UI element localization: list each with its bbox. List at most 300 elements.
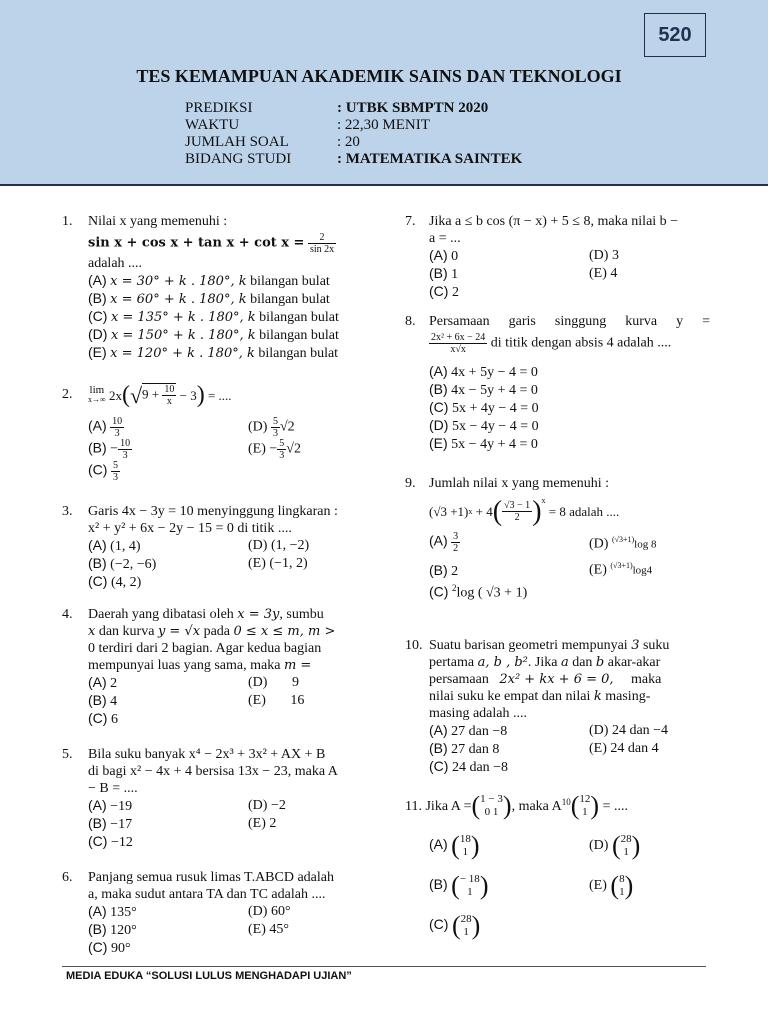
question-11 xyxy=(405,788,710,946)
option-label: (C) xyxy=(429,399,449,415)
option-row xyxy=(429,283,710,301)
option-text: 27 dan −8 xyxy=(451,724,508,739)
matrix-row: 28 xyxy=(620,833,632,845)
option-row xyxy=(88,573,382,591)
option-text: bilangan bulat xyxy=(246,292,330,307)
info-value: : 22,30 MENIT xyxy=(337,117,430,133)
matrix-row: 8 xyxy=(619,873,625,885)
option-label: (E) xyxy=(589,266,607,281)
question-10 xyxy=(405,637,710,776)
option-text: log4 xyxy=(632,565,653,577)
question-stem-end: adalah .... xyxy=(88,256,143,271)
option-row xyxy=(88,537,382,555)
option-row xyxy=(88,438,382,460)
option-label: (E) xyxy=(248,816,266,831)
option-text: 120° xyxy=(110,923,137,938)
option-text: 2 xyxy=(110,676,118,691)
option-text: 5x + 4y − 4 = 0 xyxy=(451,401,539,416)
info-row xyxy=(185,134,522,151)
math: 0 ≤ x ≤ m, m > xyxy=(233,624,336,639)
option-b xyxy=(88,290,382,308)
expr-part: 2x xyxy=(108,387,122,403)
option-label: (E) xyxy=(248,556,266,571)
option-row xyxy=(88,797,382,815)
question-line: di bagi x² − 4x + 4 bersisa 13x − 23, maka A xyxy=(88,764,338,779)
matrix-row: 12 xyxy=(579,793,591,805)
fraction-denominator: x√x xyxy=(450,344,466,355)
text: akar-akar xyxy=(604,655,661,670)
expr-tail: = .... xyxy=(207,387,232,403)
math: k xyxy=(593,689,602,704)
option-label: (B) xyxy=(88,692,107,708)
option-label: (A) xyxy=(429,836,448,853)
matrix-row: 1 xyxy=(619,886,625,898)
text: , maka A xyxy=(511,798,562,814)
footer-text: MEDIA EDUKA “SOLUSI LULUS MENGHADAPI UJIAN” xyxy=(66,970,352,982)
option-text: 4x − 5y + 4 = 0 xyxy=(451,383,538,398)
option-row xyxy=(429,247,710,265)
limit-label: lim xyxy=(89,384,105,396)
question-line: − B = .... xyxy=(88,781,138,796)
option-label: (C) xyxy=(88,308,108,324)
option-label: (A) xyxy=(429,722,448,738)
question-line xyxy=(88,657,384,674)
math: a, b , b² xyxy=(477,655,528,670)
header-banner xyxy=(0,0,768,186)
matrix-row: − 18 xyxy=(459,873,480,885)
question-expression: lim x→∞ 2x ( √ 9 + $\frac{10}{x}$ − 3 ) = .... xyxy=(88,381,232,408)
option-text: 45° xyxy=(269,922,289,937)
text: Jika A = xyxy=(425,798,472,814)
option-text: 2 xyxy=(451,285,459,300)
option-label: (E) xyxy=(589,741,607,756)
option-a xyxy=(88,416,248,439)
fraction-denominator: 3 xyxy=(272,427,278,439)
radicand xyxy=(142,383,176,407)
question-number: 3. xyxy=(62,504,73,519)
text: , sumbu xyxy=(279,607,324,622)
option-text: bilangan bulat xyxy=(246,274,330,289)
question-line: Bila suku banyak x⁴ − 2x³ + 3x² + AX + B xyxy=(88,747,326,762)
question-line xyxy=(88,623,384,640)
option-label: (B) xyxy=(88,290,107,306)
option-c xyxy=(429,399,710,417)
option-row xyxy=(429,906,710,946)
matrix-row: 0 1 xyxy=(484,806,499,818)
option-text: 6 xyxy=(110,712,118,727)
option-text: 5x − 4y + 4 = 0 xyxy=(451,437,538,452)
matrix-row: 1 xyxy=(623,846,629,858)
option-text: 135° xyxy=(110,905,137,920)
question-line: masing adalah .... xyxy=(429,706,527,721)
question-line xyxy=(429,654,710,671)
matrix: ( 12 1 ) xyxy=(570,791,600,820)
option-label: (B) xyxy=(429,265,448,281)
option-row xyxy=(88,460,382,482)
option-label: (A) xyxy=(88,797,107,813)
option-row xyxy=(429,758,710,776)
fraction-numerator: 5 xyxy=(279,437,285,449)
option-row xyxy=(429,530,710,554)
question-stem: Nilai x yang memenuhi : xyxy=(88,214,228,229)
option-sign: − xyxy=(110,441,119,457)
option-text: (1, 4) xyxy=(110,539,141,554)
option-text: log ( √3 + 1) xyxy=(456,585,528,601)
option-text: log 8 xyxy=(634,538,657,551)
fraction-numerator: 2x² + 6x − 24 xyxy=(431,332,486,343)
option-row xyxy=(429,722,710,740)
info-row xyxy=(185,100,522,117)
question-6 xyxy=(62,869,382,957)
expr-part: 9 + xyxy=(142,386,160,402)
option-text: 16 xyxy=(290,693,305,708)
question-7 xyxy=(405,213,710,301)
option-text: 24 dan −4 xyxy=(611,723,669,738)
option-c xyxy=(88,308,382,326)
option-text: 90° xyxy=(110,941,131,956)
exponent: 10 xyxy=(561,797,571,807)
option-row xyxy=(429,265,710,283)
fraction-denominator: 2 xyxy=(453,542,459,554)
question-8 xyxy=(405,313,710,453)
option-label: (C) xyxy=(88,710,108,726)
question-9 xyxy=(405,475,710,602)
option-label: (D) xyxy=(589,723,609,738)
question-line xyxy=(429,637,710,654)
matrix: ( − 18 1 ) xyxy=(451,871,489,900)
option-label: (A) xyxy=(429,363,448,379)
page-number-box: 520 xyxy=(644,13,706,57)
option-e xyxy=(88,344,382,362)
matrix-row: 1 xyxy=(582,806,588,818)
option-label: (A) xyxy=(88,417,107,434)
option-e xyxy=(589,557,652,580)
option-b xyxy=(429,873,589,899)
expr-part: = 8 adalah .... xyxy=(548,503,620,519)
exam-info xyxy=(185,100,522,168)
fraction-numerator: 2 xyxy=(308,232,336,244)
option-label: (E) xyxy=(248,922,266,937)
question-number: 6. xyxy=(62,870,73,885)
info-row xyxy=(185,151,522,168)
log-base: 2 xyxy=(451,583,457,593)
option-tail: √2 xyxy=(286,441,301,457)
option-math: x = 150° + k . 180°, k xyxy=(110,328,256,343)
option-label: (A) xyxy=(88,674,107,690)
fraction xyxy=(111,460,120,483)
option-text: 3 xyxy=(611,248,619,263)
option-label: (B) xyxy=(429,876,448,893)
option-text: 27 dan 8 xyxy=(451,742,500,757)
question-number: 4. xyxy=(62,607,73,622)
question-number: 10. xyxy=(405,638,423,653)
info-value: : UTBK SBMPTN 2020 xyxy=(337,100,489,116)
option-d xyxy=(589,531,656,554)
option-text: 2 xyxy=(269,816,277,831)
fraction-denominator: x xyxy=(166,396,172,407)
option-text: (−1, 2) xyxy=(269,556,308,571)
info-key: BIDANG STUDI xyxy=(185,151,292,167)
option-label: (D) xyxy=(589,248,609,263)
option-row xyxy=(88,939,382,957)
info-key: PREDIKSI xyxy=(185,100,253,116)
option-d xyxy=(88,326,382,344)
option-row xyxy=(429,554,710,580)
matrix-row: 18 xyxy=(459,833,471,845)
math: y = √x xyxy=(157,624,201,639)
option-row xyxy=(88,903,382,921)
option-b xyxy=(429,381,710,399)
question-line: Jumlah nilai x yang memenuhi : xyxy=(429,476,610,491)
fraction-numerator: 10 xyxy=(120,437,131,449)
option-text: 4 xyxy=(610,266,618,281)
option-label: (A) xyxy=(88,537,107,553)
math: 2x² + kx + 6 = 0, xyxy=(499,672,614,687)
text: . Jika xyxy=(527,655,561,670)
fraction-numerator: 5 xyxy=(112,459,118,471)
option-label: (D) xyxy=(248,675,268,690)
fraction xyxy=(308,232,336,255)
info-row xyxy=(185,117,522,134)
option-text: 60° xyxy=(270,904,291,919)
text: dan xyxy=(568,655,596,670)
question-number: 7. xyxy=(405,214,416,229)
option-label: (E) xyxy=(589,563,607,578)
option-text: 2 xyxy=(451,564,459,579)
option-label: (A) xyxy=(88,903,107,919)
expr-part: (√3 +1) xyxy=(429,503,469,519)
option-text: 0 xyxy=(451,249,459,264)
math: m = xyxy=(283,658,312,673)
fraction-denominator: 3 xyxy=(114,427,120,439)
fraction-numerator: 10 xyxy=(112,415,123,427)
option-text: −17 xyxy=(110,817,133,832)
fraction xyxy=(429,332,487,355)
info-value: : 20 xyxy=(337,134,360,150)
option-text: 4x + 5y − 4 = 0 xyxy=(451,365,538,380)
question-line: a, maka sudut antara TA dan TC adalah .... xyxy=(88,887,326,902)
text: pertama xyxy=(429,655,478,670)
option-row xyxy=(88,833,382,851)
option-text: (−2, −6) xyxy=(110,557,157,572)
fraction xyxy=(277,438,286,461)
question-line xyxy=(429,688,710,705)
text: pada xyxy=(200,624,234,639)
option-row xyxy=(88,674,384,692)
option-label: (E) xyxy=(88,344,107,360)
question-line: Persamaan garis singgung kurva y = xyxy=(429,314,710,329)
option-label: (D) xyxy=(589,838,609,854)
option-row xyxy=(429,826,710,866)
question-4 xyxy=(62,606,384,728)
question-line xyxy=(429,332,710,355)
option-label: (C) xyxy=(88,573,108,589)
option-row xyxy=(429,866,710,906)
matrix: ( 28 1 ) xyxy=(451,911,481,940)
matrix: ( 8 1 ) xyxy=(610,871,634,900)
info-key: WAKTU xyxy=(185,117,240,133)
matrix: ( 18 1 ) xyxy=(451,831,480,860)
text: dan kurva xyxy=(95,624,158,639)
text: suku xyxy=(639,638,670,653)
option-text: 24 dan −8 xyxy=(451,760,509,775)
matrix: ( 1 − 3 0 1 ) xyxy=(471,791,512,820)
page-title: TES KEMAMPUAN AKADEMIK SAINS DAN TEKNOLOGI xyxy=(136,66,622,86)
log-base: (√3+1) xyxy=(611,534,635,544)
option-math: x = 120° + k . 180°, k xyxy=(110,346,255,361)
question-number: 5. xyxy=(62,747,73,762)
option-text: (1, −2) xyxy=(270,538,310,553)
question-equation xyxy=(88,232,382,255)
option-label: (E) xyxy=(248,441,266,457)
fraction-numerator: √3 − 1 xyxy=(504,499,531,511)
question-2 xyxy=(62,380,382,482)
text: maka xyxy=(627,672,662,687)
text: nilai suku ke empat dan nilai xyxy=(429,689,594,704)
option-text: −2 xyxy=(270,798,286,813)
fraction xyxy=(110,416,124,439)
math: x xyxy=(88,624,96,639)
fraction-denominator: 3 xyxy=(122,449,128,461)
math: b xyxy=(595,655,605,670)
option-b xyxy=(88,438,248,461)
option-label: (C) xyxy=(429,283,449,299)
question-1 xyxy=(62,213,382,362)
option-label: (D) xyxy=(589,536,609,552)
math: a xyxy=(560,655,569,670)
question-line xyxy=(88,606,384,623)
option-label: (E) xyxy=(429,435,448,451)
question-number: 9. xyxy=(405,476,416,491)
option-text: bilangan bulat xyxy=(255,310,339,325)
text: di titik dengan absis 4 adalah .... xyxy=(487,335,672,351)
fraction xyxy=(118,438,132,461)
question-3 xyxy=(62,503,382,591)
fraction-denominator: 3 xyxy=(112,471,118,483)
option-math: x = 30° + k . 180°, k xyxy=(110,274,247,289)
text: Daerah yang dibatasi oleh xyxy=(88,607,238,622)
option-label: (C) xyxy=(429,758,449,774)
option-text: bilangan bulat xyxy=(254,346,339,361)
question-line: Panjang semua rusuk limas T.ABCD adalah xyxy=(88,870,334,885)
option-row xyxy=(88,921,382,939)
expr-part: − 3 xyxy=(179,387,197,403)
option-b xyxy=(429,562,589,580)
option-label: (C) xyxy=(429,916,449,933)
option-label: (C) xyxy=(88,939,108,955)
option-c xyxy=(429,913,589,939)
fraction xyxy=(451,531,460,554)
fraction-denominator: sin 2x xyxy=(309,244,335,255)
option-label: (C) xyxy=(88,461,108,478)
question-5 xyxy=(62,746,382,851)
option-c xyxy=(429,580,710,602)
option-c xyxy=(88,460,248,483)
question-line: a = ... xyxy=(429,231,461,246)
option-a xyxy=(429,531,589,554)
text: Suatu barisan geometri mempunyai xyxy=(429,638,632,653)
option-label: (B) xyxy=(429,381,448,397)
option-row xyxy=(88,692,384,710)
math: 3 xyxy=(631,638,640,653)
question-number: 1. xyxy=(62,214,73,229)
option-d xyxy=(429,417,710,435)
text: persamaan xyxy=(429,672,493,687)
text: = .... xyxy=(602,798,628,814)
exponent: x xyxy=(468,506,473,516)
option-label: (E) xyxy=(248,693,266,708)
question-expression xyxy=(405,788,710,824)
question-equation: (√3 +1) x + 4 ( $\frac{√3 - 1}{2}$ ) $^x$ = 8 adalah .... xyxy=(429,492,710,530)
math: x = 3y xyxy=(237,607,280,622)
option-text: 9 xyxy=(291,675,299,690)
option-text: 5x − 4y − 4 = 0 xyxy=(451,419,539,434)
question-line: Garis 4x − 3y = 10 menyinggung lingkaran : xyxy=(88,504,338,519)
option-label: (A) xyxy=(429,532,448,549)
option-label: (D) xyxy=(88,326,108,342)
fraction xyxy=(162,384,176,407)
option-label: (D) xyxy=(248,904,268,919)
question-line: Jika a ≤ b cos (π − x) + 5 ≤ 8, maka nilai b − xyxy=(429,214,679,229)
info-value: : MATEMATIKA SAINTEK xyxy=(337,151,523,167)
fraction-denominator: 2 xyxy=(514,511,520,523)
question-number: 11. xyxy=(405,798,422,814)
option-a xyxy=(88,272,382,290)
option-text: (4, 2) xyxy=(110,575,142,590)
matrix: ( 28 1 ) xyxy=(611,831,641,860)
option-row xyxy=(88,815,382,833)
option-tail: √2 xyxy=(279,419,295,435)
option-text: −12 xyxy=(110,835,133,850)
option-text: bilangan bulat xyxy=(255,328,339,343)
limit-subscript: x→∞ xyxy=(88,395,106,404)
limit xyxy=(88,385,106,405)
equation-text: sin x + cos x + tan x + cot x = xyxy=(88,235,305,251)
option-label: (A) xyxy=(429,247,448,263)
option-math: x = 135° + k . 180°, k xyxy=(110,310,256,325)
option-label: (D) xyxy=(248,538,268,553)
matrix-row: 1 xyxy=(462,846,469,858)
option-label: (C) xyxy=(429,583,449,600)
option-label: (B) xyxy=(88,439,107,456)
option-sign: − xyxy=(269,441,278,457)
matrix-row: 28 xyxy=(460,913,472,925)
option-a xyxy=(429,833,589,859)
option-d xyxy=(248,416,295,439)
matrix-row: 1 − 3 xyxy=(480,793,503,805)
option-label: (E) xyxy=(589,878,607,894)
option-a xyxy=(429,363,710,381)
option-row xyxy=(88,416,382,438)
fraction-numerator: 5 xyxy=(272,415,278,427)
fraction-numerator: 10 xyxy=(164,384,175,395)
option-text: 1 xyxy=(451,267,459,282)
fraction-numerator: 3 xyxy=(453,530,459,542)
option-e xyxy=(589,873,633,899)
option-label: (B) xyxy=(429,740,448,756)
option-label: (C) xyxy=(88,833,108,849)
option-label: (B) xyxy=(88,815,107,831)
info-key: JUMLAH SOAL xyxy=(185,134,289,150)
option-label: (D) xyxy=(248,798,268,813)
option-label: (B) xyxy=(429,562,448,578)
option-e xyxy=(429,435,710,453)
question-line xyxy=(429,671,710,688)
footer-divider xyxy=(62,966,706,967)
option-text: 24 dan 4 xyxy=(610,741,659,756)
option-label: (D) xyxy=(429,417,449,433)
option-label: (D) xyxy=(248,419,268,435)
